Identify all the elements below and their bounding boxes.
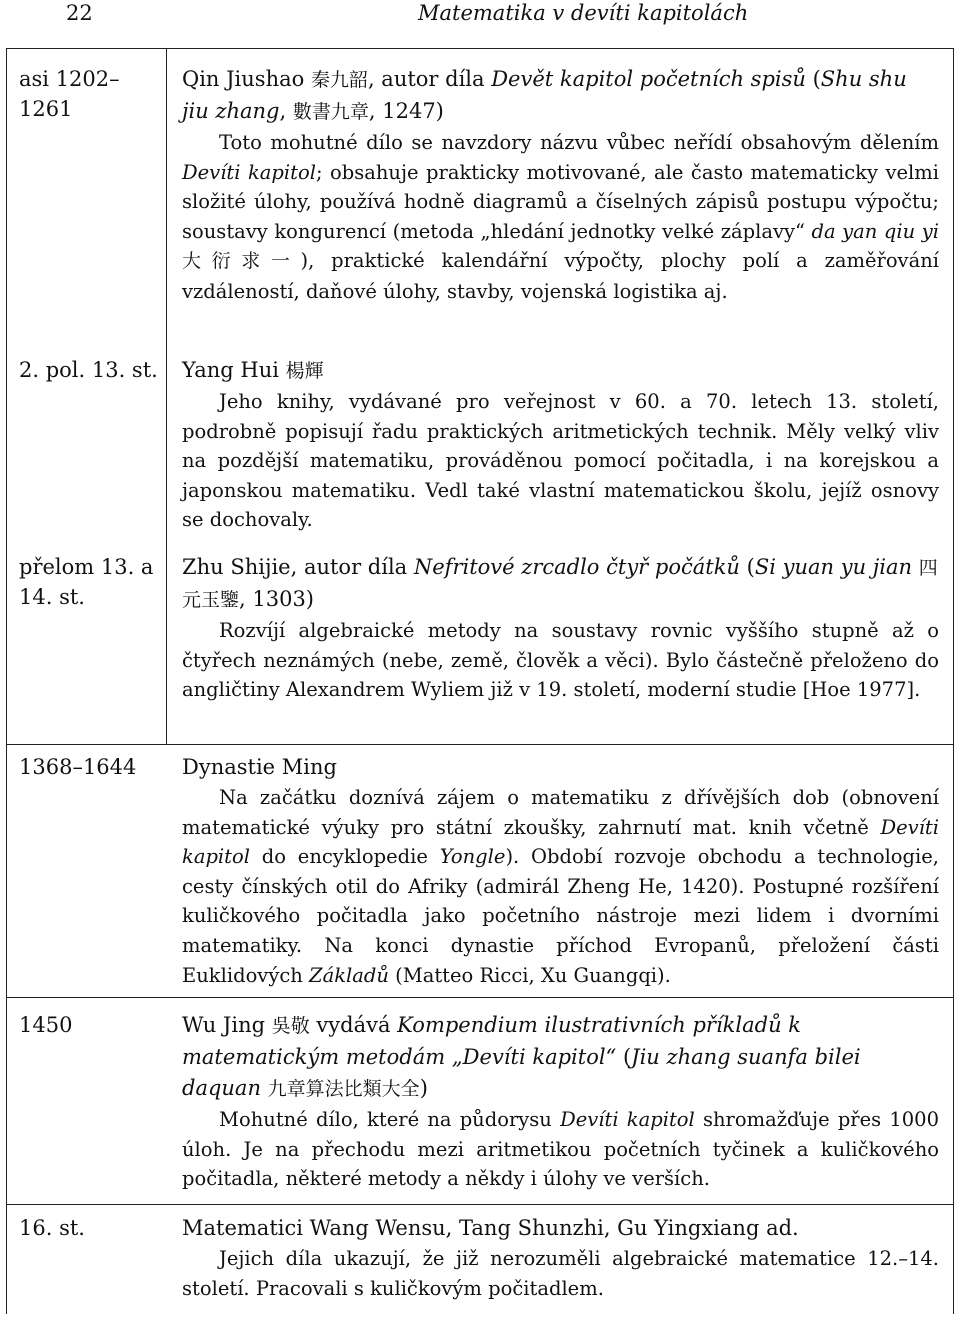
text-run: Qin Jiushao: [182, 67, 311, 91]
text-run: Dynastie Ming: [182, 755, 337, 779]
text-run: Mohutné dílo, které na půdorysu: [219, 1108, 561, 1131]
row-date: přelom 13. a 14. st.: [19, 555, 154, 609]
row-date: 1450: [19, 1013, 73, 1037]
row-date: 2. pol. 13. st.: [19, 358, 158, 382]
text-run: Toto mohutné dílo se navzdory názvu vůbec neřídí obsahovým dělením: [219, 131, 939, 154]
text-run: Na začátku doznívá zájem o matematiku z dřívějších dob (obnovení matematické výuky pro státní zkoušky, zahrnutí mat. knih včetně: [182, 786, 939, 839]
text-run: Rozvíjí algebraické metody na soustavy rovnic vyššího stupně až o čtyřech neznámých (nebe, země, člověk a věci). Bylo částečně přeloženo do angličtiny Alexandrem Wyliem již v 19. století, moderní studie [Hoe 1977].: [182, 619, 939, 702]
entry-heading: [182, 355, 939, 387]
row-date: asi 1202–1261: [19, 67, 120, 121]
text-run: shromažďuje přes 1000 úloh. Je na přechodu mezi aritmetikou početních tyčinek a kuličkového počitadla, některé metody a někdy i úlohy ve verších.: [182, 1108, 939, 1191]
text-run: ; obsahuje prakticky motivované, ale často matematicky velmi složité úlohy, používá hodně diagramů a číselných zápisů postupu výpočtu; soustavy kongurencí (metoda „hledání jednotky velké záplavy“: [182, 160, 939, 243]
text-run: , autor díla: [367, 67, 492, 91]
text-run: (: [739, 555, 755, 579]
text-run: ,: [279, 99, 293, 123]
italic-text: Shu shu jiu zhang: [182, 67, 907, 123]
entry-description: [182, 783, 939, 990]
timeline-entry: [182, 355, 939, 535]
text-run: ), praktické kalendářní výpočty, plochy polí a zaměřování vzdáleností, daňové úlohy, stavby, vojenská logistika aj.: [182, 249, 939, 303]
entry-description: [182, 1105, 939, 1194]
text-run: Wu Jing: [182, 1013, 272, 1037]
row-divider: [6, 744, 954, 745]
italic-text: Nefritové zrcadlo čtyř počátků: [413, 555, 740, 579]
text-run: Matematici Wang Wensu, Tang Shunzhi, Gu Yingxiang ad.: [182, 1216, 799, 1240]
entry-description: [182, 616, 939, 705]
chinese-characters: 吳敬: [271, 1015, 310, 1037]
entry-heading: [182, 1010, 939, 1105]
text-run: (Matteo Ricci, Xu Guangqi).: [388, 963, 671, 987]
italic-text: da yan qiu yi: [811, 219, 939, 243]
entry-heading: [182, 64, 939, 128]
italic-text: Si yuan yu jian: [754, 555, 913, 579]
italic-text: Devíti kapitol: [560, 1108, 695, 1131]
text-run: ). Období rozvoje obchodu a technologie, cesty čínských otil do Afriky (admirál Zheng He, 1420). Postupné rozšíření kuličkového počitadla jako početního nástroje mezi lidem i dvorními matematiky. Na konci dynastie příchod Evropanů, přeložení části Euklidových: [182, 845, 939, 987]
text-run: vydává: [309, 1013, 398, 1037]
chinese-characters: 秦九韶: [310, 69, 368, 91]
row-date: 1368–1644: [19, 755, 137, 779]
timeline-entry: [182, 552, 939, 705]
timeline-entry: [182, 1010, 939, 1194]
text-run: Zhu Shijie, autor díla: [182, 555, 414, 579]
text-run: (: [616, 1045, 632, 1069]
row-divider: [6, 1204, 954, 1205]
text-run: , 1303): [239, 587, 315, 611]
chinese-characters: 數書九章: [292, 101, 369, 123]
italic-text: Devět kapitol početních spisů: [491, 67, 806, 91]
italic-text: Devíti kapitol: [182, 160, 316, 184]
timeline-entry: [182, 64, 939, 307]
chinese-characters: 大衍求一: [182, 250, 301, 273]
row-divider: [6, 997, 954, 998]
text-run: [261, 1076, 268, 1100]
italic-text: Devíti kapitol: [182, 815, 939, 869]
italic-text: Jiu zhang suanfa bilei daquan: [182, 1045, 861, 1100]
running-title: Matematika v devíti kapitolách: [418, 1, 749, 25]
text-run: Jejich díla ukazují, že již nerozuměli algebraické matematice 12.–14. století. Pracovali s kuličkovým počitadlem.: [182, 1247, 939, 1300]
italic-text: Kompendium ilustrativních příkladů k matematickým metodám „Devíti kapitol“: [182, 1013, 802, 1069]
page-number: 22: [66, 1, 93, 25]
entry-heading: [182, 752, 939, 783]
row-date: 16. st.: [19, 1216, 85, 1240]
entry-heading: [182, 1213, 939, 1244]
chinese-characters: 九章算法比類大全: [267, 1078, 420, 1100]
text-run: Yang Hui: [182, 358, 286, 382]
timeline-entry: [182, 752, 939, 990]
text-run: ): [419, 1076, 428, 1100]
entry-description: [182, 387, 939, 535]
running-header: [0, 0, 960, 34]
text-run: , 1247): [368, 99, 444, 123]
column-divider: [166, 48, 167, 744]
text-run: Jeho knihy, vydávané pro veřejnost v 60. a 70. letech 13. století, podrobně popisují řadu praktických aritmetických technik. Měly velký vliv na pozdější matematiku, prováděnou pomocí počitadla, i na korejskou a japonskou matematiku. Vedl také vlastní matematickou školu, jejíž osnovy se dochovaly.: [182, 390, 939, 532]
italic-text: Základů: [309, 963, 389, 987]
entry-heading: [182, 552, 939, 616]
chinese-characters: 四元玉鑒: [182, 557, 938, 611]
text-run: do encyklopedie: [249, 845, 440, 869]
text-run: [912, 555, 919, 579]
text-run: (: [805, 67, 821, 91]
chinese-characters: 楊輝: [285, 360, 324, 382]
entry-description: [182, 1244, 939, 1303]
italic-text: Yongle: [439, 845, 506, 869]
entry-description: [182, 128, 939, 307]
timeline-entry: [182, 1213, 939, 1303]
